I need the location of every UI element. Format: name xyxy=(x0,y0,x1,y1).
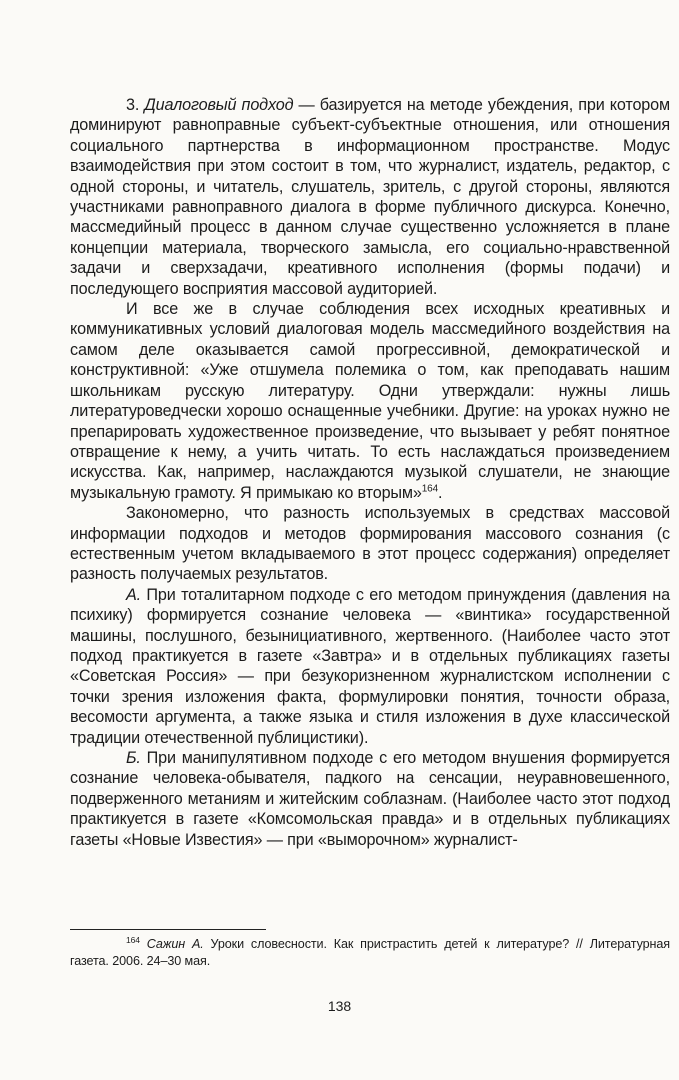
paragraph-dialog-model: И все же в случае соблюдения всех исходных креативных и коммуникативных условий диалоговая модель массмедийного воздействия на самом деле оказывается самой прогрессивной, демократической и конструктивной: «Уже отшумела полемика о том, как преподавать нашим школьникам русскую литературу. Одни утверждали: нужны лишь литературоведчески хорошо оснащенные учебники. Другие: на уроках нужно не препарировать художественное произведение, что вызывает у ребят понятное отвращение к нему, а учить читать. То есть наслаждаться произведением искусства. Как, например, наслаждаются музыкой слушатели, не знающие музыкальную грамоту. Я примыкаю ко вторым»$^{164}$. xyxy=(70,300,670,502)
footnote-ref: 164 xyxy=(421,483,439,495)
page-number: 138 xyxy=(327,998,352,1014)
italic-term: Диалоговый подход xyxy=(144,96,294,114)
footnote-text: Уроки словесности. Как пристрастить детей к литературе? // Литературная газета. 2006. 24–30 мая. xyxy=(70,937,671,968)
footnote-number: 164 xyxy=(126,934,140,945)
footnote-author: Сажин А. xyxy=(146,937,204,951)
paragraph-manipulative: Б. При манипулятивном подходе с его методом внушения формируется сознание человека-обывателя, падкого на сенсации, неуравновешенного, подверженного метаниям и житейским соблазнам. (Наиболее часто этот подход практикуется в газете «Комсомольская правда» и в отдельных публикациях газеты «Новые Известия» — при «выморочном» журналист- xyxy=(70,749,670,849)
italic-marker: А. xyxy=(126,585,141,604)
footnote-divider xyxy=(70,929,266,930)
italic-marker: Б. xyxy=(126,749,141,767)
paragraph-dialog-approach: 3. Диалоговый подход — базируется на методе убеждения, при котором доминируют равноправные субъект-субъектные отношения, или отношения социального партнерства в информационном пространстве. Модус взаимодействия при этом состоит в том, что журналист, издатель, редактор, с одной стороны, и читатель, слушатель, зритель, с другой стороны, являются участниками равноправного диалога в форме публичного дискурса. Конечно, массмедийный процесс в данном случае существенно усложняется в плане концепции материала, творческого замысла, его социально-нравственной задачи и сверхзадачи, креативного исполнения (формы подачи) и последующего восприятия массовой аудиторией. xyxy=(70,96,670,298)
footnote xyxy=(70,936,670,969)
paragraph-difference: Закономерно, что разность используемых в средствах массовой информации подходов и методов формирования массового сознания (с естественным учетом вкладываемого в этот процесс содержания) определяет разность получаемых результатов. xyxy=(70,504,670,584)
main-text xyxy=(70,95,670,850)
paragraph-totalitarian: А. При тоталитарном подходе с его методом принуждения (давления на психику) формируется сознание человека — «винтика» государственной машины, послушного, безынициативного, жертвенного. (Наиболее часто этот подход практикуется в газете «Завтра» и в отдельных публикациях газеты «Советская Россия» — при безукоризненном журналистском исполнении с точки зрения изложения факта, формулировки понятия, точности образа, весомости аргумента, а также языка и стиля изложения в духе классической традиции отечественной публицистики). xyxy=(70,585,670,747)
